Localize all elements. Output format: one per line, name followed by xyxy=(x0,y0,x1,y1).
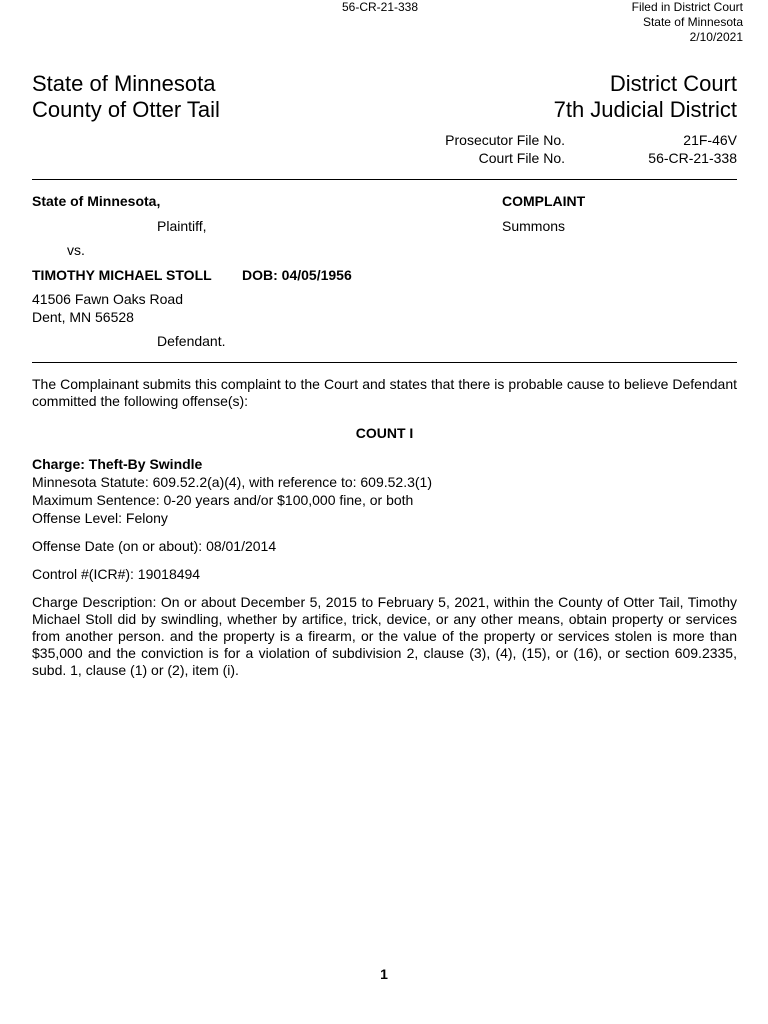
prosecutor-file-label: Prosecutor File No. xyxy=(445,132,565,148)
divider xyxy=(32,179,737,180)
plaintiff-role: Plaintiff, xyxy=(157,218,207,234)
charge-description: Charge Description: On or about December 5, 2015 to February 5, 2021, within the County of Otter Tail, Timothy Michael Stoll did by swindling, whether by artifice, trick, device, or any other means, obtain property or services from another person. and the property is a firearm, or the value of the property or services stolen is more than $35,000 and the conviction is for a violation of subdivision 2, clause (3), (4), (15), or (16), or section 609.2335, subd. 1, clause (1) or (2), item (i). xyxy=(32,594,737,678)
court-file-value: 56-CR-21-338 xyxy=(648,150,737,166)
max-sentence: Maximum Sentence: 0-20 years and/or $100,000 fine, or both xyxy=(32,492,414,508)
defendant-dob: DOB: 04/05/1956 xyxy=(242,267,352,283)
divider xyxy=(32,362,737,363)
count-title: COUNT I xyxy=(355,425,414,441)
filed-stamp-line: Filed in District Court xyxy=(631,0,743,14)
file-numbers xyxy=(429,131,737,167)
state-name: State of Minnesota xyxy=(32,71,216,96)
prosecutor-file-value: 21F-46V xyxy=(683,132,737,148)
intro-paragraph: The Complainant submits this complaint to the Court and states that there is probable cause to believe Defendant committed the following offense(s): xyxy=(32,376,737,409)
filed-stamp-date: 2/10/2021 xyxy=(689,30,743,44)
defendant-address-line2: Dent, MN 56528 xyxy=(32,309,134,325)
document-type: COMPLAINT xyxy=(502,193,586,209)
prosecutor-file-row xyxy=(429,131,737,149)
court-heading xyxy=(554,71,737,123)
charge-name: Charge: Theft-By Swindle xyxy=(32,456,203,472)
plaintiff-name: State of Minnesota, xyxy=(32,193,161,209)
county-name: County of Otter Tail xyxy=(32,97,220,122)
versus-label: vs. xyxy=(67,242,85,258)
charge-block xyxy=(32,455,737,527)
defendant-address-line1: 41506 Fawn Oaks Road xyxy=(32,291,183,307)
page-number: 1 xyxy=(380,966,388,982)
offense-date: Offense Date (on or about): 08/01/2014 xyxy=(32,538,277,554)
document-subtype: Summons xyxy=(502,218,566,234)
court-file-number-top: 56-CR-21-338 xyxy=(341,0,419,14)
offense-level: Offense Level: Felony xyxy=(32,510,168,526)
control-number: Control #(ICR#): 19018494 xyxy=(32,566,201,582)
defendant-name: TIMOTHY MICHAEL STOLL xyxy=(32,267,212,283)
defendant-role: Defendant. xyxy=(157,333,226,349)
statute: Minnesota Statute: 609.52.2(a)(4), with reference to: 609.52.3(1) xyxy=(32,474,433,490)
filed-stamp-line: State of Minnesota xyxy=(642,15,743,29)
filed-stamp xyxy=(632,0,743,45)
court-file-label: Court File No. xyxy=(478,150,565,166)
court-file-row xyxy=(429,149,737,167)
court-name: District Court xyxy=(609,71,737,96)
judicial-district: 7th Judicial District xyxy=(553,97,737,122)
jurisdiction-heading xyxy=(32,71,220,123)
